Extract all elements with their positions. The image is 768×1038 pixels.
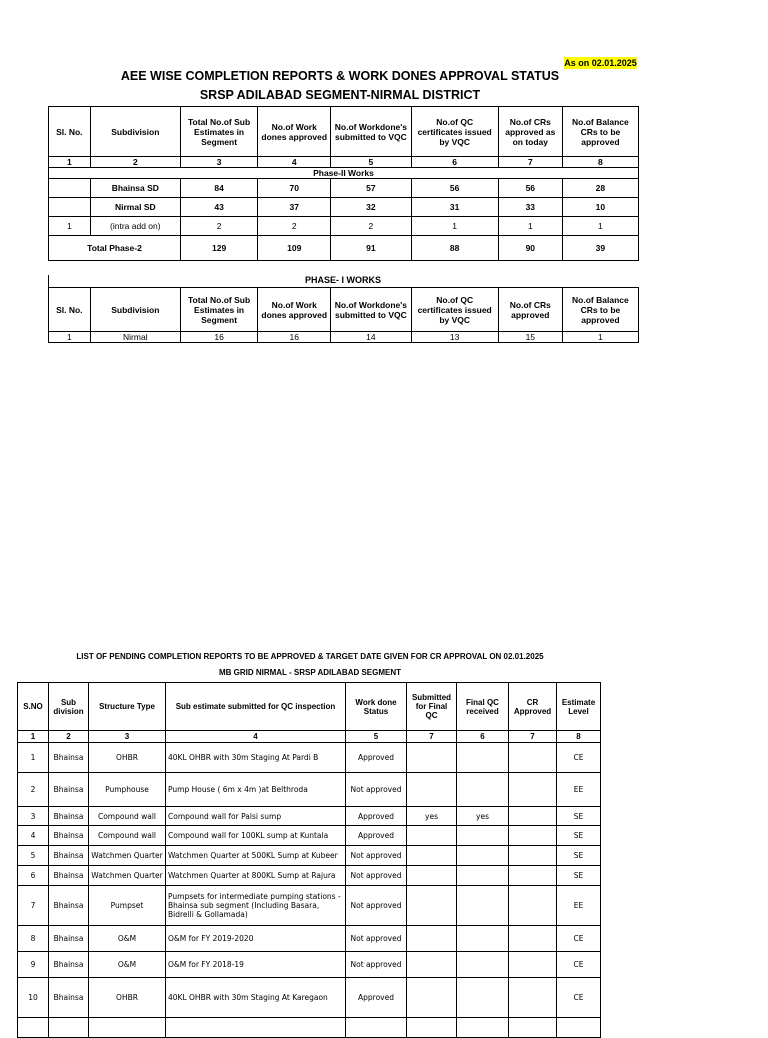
cell: Pumphouse	[89, 773, 166, 807]
phase1-section-label: PHASE- I WORKS	[304, 275, 381, 285]
table-row	[18, 743, 601, 773]
cell: 6	[18, 866, 49, 886]
index-cell: 4	[258, 157, 331, 168]
cell	[509, 926, 557, 952]
index-cell: 5	[331, 157, 411, 168]
cell: 9	[18, 952, 49, 978]
cell: 109	[258, 236, 331, 261]
cell: 10	[562, 198, 638, 217]
cell: Not approved	[346, 846, 407, 866]
cell: O&M	[89, 926, 166, 952]
table-row	[18, 978, 601, 1018]
cell: OHBR	[89, 743, 166, 773]
cell: Pumpset	[89, 886, 166, 926]
cell: Bhainsa	[49, 952, 89, 978]
header-total-sub-estimates: Total No.of Sub Estimates in Segment	[181, 288, 258, 332]
header-work-dones-approved: No.of Work dones approved	[258, 288, 331, 332]
cell: 40KL OHBR with 30m Staging At Pardi B	[166, 743, 346, 773]
cell: Approved	[346, 807, 407, 826]
cell: Bhainsa	[49, 846, 89, 866]
cell	[18, 1018, 49, 1038]
cell: 4	[18, 826, 49, 846]
table-row	[18, 952, 601, 978]
phase2-index-row	[49, 157, 639, 168]
cell: OHBR	[89, 978, 166, 1018]
cell: Watchmen Quarter	[89, 846, 166, 866]
pending-list-subtitle: MB GRID NIRMAL - SRSP ADILABAD SEGMENT	[218, 668, 402, 677]
cell: Bhainsa	[49, 743, 89, 773]
phase2-table	[48, 106, 639, 261]
cell: Compound wall	[89, 826, 166, 846]
index-cell: 3	[89, 731, 166, 743]
table-row	[18, 807, 601, 826]
header-workdones-submitted: No.of Workdone's submitted to VQC	[331, 107, 411, 157]
cell: 129	[181, 236, 258, 261]
cell: 3	[18, 807, 49, 826]
header-structure-type: Structure Type	[89, 683, 166, 731]
report-subtitle: SRSP ADILABAD SEGMENT-NIRMAL DISTRICT	[199, 88, 481, 102]
cell	[509, 1018, 557, 1038]
cell: Not approved	[346, 886, 407, 926]
index-cell: 3	[181, 157, 258, 168]
cell: 1	[562, 217, 638, 236]
pending-header-row	[18, 683, 601, 731]
header-sub-division: Sub division	[49, 683, 89, 731]
cell	[457, 846, 509, 866]
cell: 10	[18, 978, 49, 1018]
table-row	[49, 217, 639, 236]
cell: Compound wall	[89, 807, 166, 826]
cell: 1	[562, 332, 638, 343]
cell: 1	[498, 217, 562, 236]
cell	[407, 978, 457, 1018]
pending-table	[17, 682, 601, 1038]
cell: Watchmen Quarter	[89, 866, 166, 886]
cell	[407, 1018, 457, 1038]
cell: CE	[557, 926, 601, 952]
cell: 90	[498, 236, 562, 261]
cell: CE	[557, 743, 601, 773]
cell	[407, 886, 457, 926]
cell: O&M	[89, 952, 166, 978]
cell: O&M for FY 2019-2020	[166, 926, 346, 952]
header-qc-certificates: No.of QC certificates issued by VQC	[411, 288, 498, 332]
cell: Approved	[346, 978, 407, 1018]
cell	[346, 1018, 407, 1038]
cell: 33	[498, 198, 562, 217]
cell: 2	[18, 773, 49, 807]
cell: SE	[557, 846, 601, 866]
as-on-date: As on 02.01.2025	[564, 58, 637, 68]
table-row	[18, 846, 601, 866]
index-cell: 8	[562, 157, 638, 168]
cell	[49, 179, 91, 198]
index-cell: 7	[509, 731, 557, 743]
header-qc-certificates: No.of QC certificates issued by VQC	[411, 107, 498, 157]
cell: Nirmal	[90, 332, 180, 343]
index-cell: 8	[557, 731, 601, 743]
cell: SE	[557, 826, 601, 846]
header-final-qc-received: Final QC received	[457, 683, 509, 731]
cell: Bhainsa	[49, 886, 89, 926]
cell: 84	[181, 179, 258, 198]
cell	[407, 926, 457, 952]
table-row	[49, 332, 639, 343]
header-sl-no: Sl. No.	[49, 288, 91, 332]
header-subdivision: Subdivision	[90, 107, 180, 157]
cell: Compound wall for Palsi sump	[166, 807, 346, 826]
header-subdivision: Subdivision	[90, 288, 180, 332]
cell: 2	[331, 217, 411, 236]
cell: Bhainsa SD	[90, 179, 180, 198]
header-work-dones-approved: No.of Work dones approved	[258, 107, 331, 157]
cell: Nirmal SD	[90, 198, 180, 217]
cell: 37	[258, 198, 331, 217]
header-sl-no: Sl. No.	[49, 107, 91, 157]
cell: 40KL OHBR with 30m Staging At Karegaon	[166, 978, 346, 1018]
cell: 16	[181, 332, 258, 343]
cell: 56	[411, 179, 498, 198]
cell: 43	[181, 198, 258, 217]
cell: 28	[562, 179, 638, 198]
cell	[509, 952, 557, 978]
cell	[49, 1018, 89, 1038]
phase1-header-row	[49, 288, 639, 332]
cell: (intra add on)	[90, 217, 180, 236]
index-cell: 6	[411, 157, 498, 168]
cell: SE	[557, 866, 601, 886]
header-total-sub-estimates: Total No.of Sub Estimates in Segment	[181, 107, 258, 157]
cell: 39	[562, 236, 638, 261]
header-balance-crs: No.of Balance CRs to be approved	[562, 107, 638, 157]
table-row	[49, 179, 639, 198]
cell: Not approved	[346, 926, 407, 952]
cell	[557, 1018, 601, 1038]
table-row	[18, 926, 601, 952]
cell: 2	[258, 217, 331, 236]
cell: 1	[18, 743, 49, 773]
header-work-done-status: Work done Status	[346, 683, 407, 731]
header-crs-approved: No.of CRs approved as on today	[498, 107, 562, 157]
index-cell: 1	[18, 731, 49, 743]
cell	[509, 743, 557, 773]
total-label: Total Phase-2	[49, 236, 181, 261]
table-row	[49, 198, 639, 217]
cell: 1	[411, 217, 498, 236]
cell	[407, 952, 457, 978]
cell: 5	[18, 846, 49, 866]
cell: Approved	[346, 826, 407, 846]
index-cell: 6	[457, 731, 509, 743]
cell	[457, 952, 509, 978]
pending-list-title: LIST OF PENDING COMPLETION REPORTS TO BE APPROVED & TARGET DATE GIVEN FOR CR APPROVAL ON 02.01.2025	[76, 652, 544, 661]
cell: 1	[49, 217, 91, 236]
phase2-section-label: Phase-II Works	[49, 168, 639, 179]
cell: 32	[331, 198, 411, 217]
cell	[509, 807, 557, 826]
cell	[457, 978, 509, 1018]
header-crs-approved: No.of CRs approved	[498, 288, 562, 332]
cell: 57	[331, 179, 411, 198]
index-cell: 5	[346, 731, 407, 743]
cell	[457, 743, 509, 773]
cell: 2	[181, 217, 258, 236]
cell	[509, 866, 557, 886]
cell: 88	[411, 236, 498, 261]
table-row	[18, 886, 601, 926]
report-title: AEE WISE COMPLETION REPORTS & WORK DONES APPROVAL STATUS	[120, 69, 560, 83]
cell: Bhainsa	[49, 926, 89, 952]
phase1-table	[48, 287, 639, 343]
cell	[407, 866, 457, 886]
cell	[407, 846, 457, 866]
cell	[407, 773, 457, 807]
table-row	[18, 773, 601, 807]
index-cell: 2	[90, 157, 180, 168]
index-cell: 7	[498, 157, 562, 168]
cell: Not approved	[346, 952, 407, 978]
cell	[457, 866, 509, 886]
cell: EE	[557, 773, 601, 807]
cell: CE	[557, 978, 601, 1018]
cell	[509, 886, 557, 926]
header-balance-crs: No.of Balance CRs to be approved	[562, 288, 638, 332]
cell: 56	[498, 179, 562, 198]
phase2-total-row	[49, 236, 639, 261]
cell	[89, 1018, 166, 1038]
cell: Compound wall for 100KL sump at Kuntala	[166, 826, 346, 846]
cell	[49, 198, 91, 217]
cell: CE	[557, 952, 601, 978]
cell	[457, 1018, 509, 1038]
cell: Bhainsa	[49, 978, 89, 1018]
cell: Pumpsets for intermediate pumping stations - Bhainsa sub segment (Including Basara, Bidrelli & Gollamada)	[166, 886, 346, 926]
pending-index-row	[18, 731, 601, 743]
cell: 1	[49, 332, 91, 343]
table-row	[18, 866, 601, 886]
cell: 7	[18, 886, 49, 926]
index-cell: 4	[166, 731, 346, 743]
cell	[407, 826, 457, 846]
table-row-partial	[18, 1018, 601, 1038]
cell	[509, 773, 557, 807]
cell: SE	[557, 807, 601, 826]
cell: Bhainsa	[49, 773, 89, 807]
cell: Bhainsa	[49, 826, 89, 846]
header-sno: S.NO	[18, 683, 49, 731]
cell: Bhainsa	[49, 866, 89, 886]
cell: Not approved	[346, 773, 407, 807]
cell: Not approved	[346, 866, 407, 886]
cell: EE	[557, 886, 601, 926]
cell: Watchmen Quarter at 800KL Sump at Rajura	[166, 866, 346, 886]
cell: Watchmen Quarter at 500KL Sump at Kubeer	[166, 846, 346, 866]
cell	[407, 743, 457, 773]
cell: 16	[258, 332, 331, 343]
phase2-section-row	[49, 168, 639, 179]
cell	[457, 773, 509, 807]
cell: 31	[411, 198, 498, 217]
cell: Approved	[346, 743, 407, 773]
cell	[457, 886, 509, 926]
cell	[509, 846, 557, 866]
cell	[509, 978, 557, 1018]
table-row	[18, 826, 601, 846]
cell: O&M for FY 2018-19	[166, 952, 346, 978]
cell: yes	[457, 807, 509, 826]
cell: 15	[498, 332, 562, 343]
cell: 70	[258, 179, 331, 198]
cell	[457, 826, 509, 846]
header-submitted-final-qc: Submitted for Final QC	[407, 683, 457, 731]
index-cell: 7	[407, 731, 457, 743]
cell: 91	[331, 236, 411, 261]
phase2-header-row	[49, 107, 639, 157]
header-workdones-submitted: No.of Workdone's submitted to VQC	[331, 288, 411, 332]
header-cr-approved: CR Approved	[509, 683, 557, 731]
cell	[457, 926, 509, 952]
header-sub-estimate: Sub estimate submitted for QC inspection	[166, 683, 346, 731]
cell: Pump House ( 6m x 4m )at Belthroda	[166, 773, 346, 807]
cell: 14	[331, 332, 411, 343]
cell: 13	[411, 332, 498, 343]
header-estimate-level: Estimate Level	[557, 683, 601, 731]
cell: 8	[18, 926, 49, 952]
cell: yes	[407, 807, 457, 826]
index-cell: 2	[49, 731, 89, 743]
cell	[509, 826, 557, 846]
cell: Bhainsa	[49, 807, 89, 826]
cell	[166, 1018, 346, 1038]
index-cell: 1	[49, 157, 91, 168]
